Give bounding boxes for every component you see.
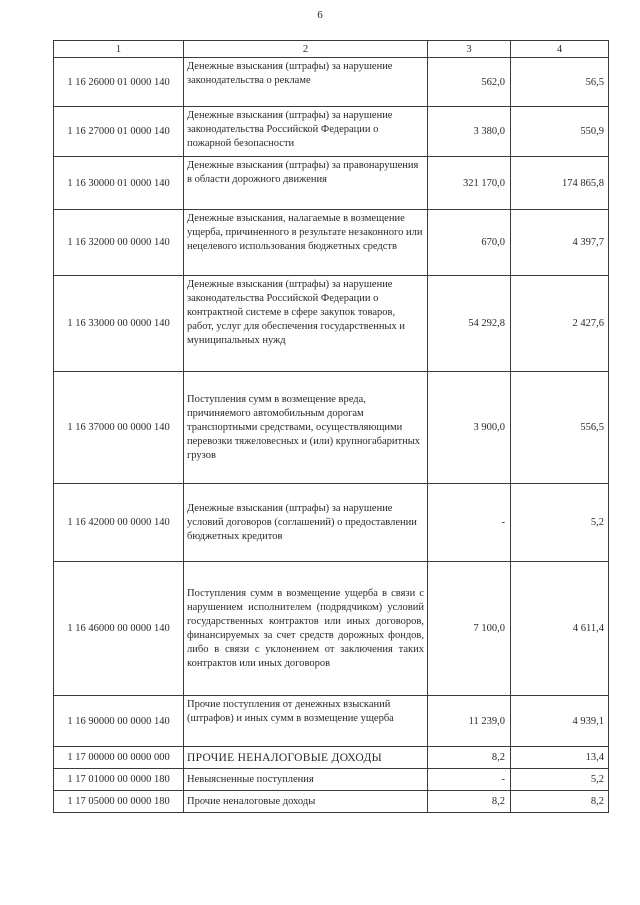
table-row [54,210,609,276]
table-row [54,157,609,210]
table-row [54,484,609,562]
row-value-col4: 5,2 [511,484,609,562]
row-value-col4: 13,4 [511,747,609,769]
row-code: 1 16 32000 00 0000 140 [54,210,184,276]
column-header-3: 3 [428,41,511,58]
row-code: 1 16 37000 00 0000 140 [54,372,184,484]
table-row [54,769,609,791]
row-name: Прочие неналоговые доходы [184,791,428,813]
row-name: Денежные взыскания (штрафы) за нарушение законодательства Российской Федерации о пожарной безопасности [184,107,428,157]
row-value-col4: 56,5 [511,58,609,107]
row-value-col4: 2 427,6 [511,276,609,372]
table-row [54,107,609,157]
row-name: Денежные взыскания, налагаемые в возмещение ущерба, причиненного в результате незаконного или нецелевого использования бюджетных средств [184,210,428,276]
row-name: Поступления сумм в возмещение вреда, причиняемого автомобильным дорогам транспортными средствами, осуществляющими перевозки тяжеловесных и (или) крупногабаритных грузов [184,372,428,484]
row-value-col3: 562,0 [428,58,511,107]
row-name: Денежные взыскания (штрафы) за правонарушения в области дорожного движения [184,157,428,210]
row-name: Поступления сумм в возмещение ущерба в связи с нарушением исполнителем (подрядчиком) условий государственных контрактов или иных договоров, финансируемых за счет средств дорожных фондов, либо в связи с уклонением от заключения таких контрактов или иных договоров [184,562,428,696]
row-name: Денежные взыскания (штрафы) за нарушение законодательства о рекламе [184,58,428,107]
row-code: 1 16 46000 00 0000 140 [54,562,184,696]
row-value-col3: 11 239,0 [428,696,511,747]
row-code: 1 16 27000 01 0000 140 [54,107,184,157]
row-code: 1 17 01000 00 0000 180 [54,769,184,791]
row-value-col3: 3 900,0 [428,372,511,484]
table-row [54,791,609,813]
row-value-col3: 670,0 [428,210,511,276]
row-name: Невыясненные поступления [184,769,428,791]
row-value-col4: 5,2 [511,769,609,791]
table-row [54,696,609,747]
row-code: 1 17 05000 00 0000 180 [54,791,184,813]
row-value-col3: 8,2 [428,747,511,769]
page-number: 6 [317,9,323,21]
row-value-col4: 4 939,1 [511,696,609,747]
row-value-col3: 321 170,0 [428,157,511,210]
row-value-col3: 54 292,8 [428,276,511,372]
row-code: 1 16 26000 01 0000 140 [54,58,184,107]
row-value-col3: - [428,484,511,562]
table-row [54,562,609,696]
column-header-1: 1 [54,41,184,58]
table-header-row [54,41,609,58]
row-name: Денежные взыскания (штрафы) за нарушение законодательства Российской Федерации о контрактной системе в сфере закупок товаров, работ, услуг для обеспечения государственных и муниципальных нужд [184,276,428,372]
row-value-col4: 174 865,8 [511,157,609,210]
row-value-col3: 7 100,0 [428,562,511,696]
row-code: 1 16 42000 00 0000 140 [54,484,184,562]
row-code: 1 16 30000 01 0000 140 [54,157,184,210]
column-header-4: 4 [511,41,609,58]
row-value-col3: - [428,769,511,791]
row-value-col4: 4 397,7 [511,210,609,276]
row-code: 1 16 90000 00 0000 140 [54,696,184,747]
row-value-col3: 3 380,0 [428,107,511,157]
row-value-col4: 8,2 [511,791,609,813]
row-value-col4: 556,5 [511,372,609,484]
row-name: Денежные взыскания (штрафы) за нарушение условий договоров (соглашений) о предоставлении бюджетных кредитов [184,484,428,562]
row-value-col3: 8,2 [428,791,511,813]
row-value-col4: 550,9 [511,107,609,157]
row-name: Прочие поступления от денежных взысканий (штрафов) и иных сумм в возмещение ущерба [184,696,428,747]
table-row [54,747,609,769]
table-row [54,372,609,484]
budget-revenue-table [53,40,609,813]
row-value-col4: 4 611,4 [511,562,609,696]
row-code: 1 16 33000 00 0000 140 [54,276,184,372]
row-code: 1 17 00000 00 0000 000 [54,747,184,769]
table-row [54,276,609,372]
row-name: ПРОЧИЕ НЕНАЛОГОВЫЕ ДОХОДЫ [184,747,428,769]
table-row [54,58,609,107]
column-header-2: 2 [184,41,428,58]
